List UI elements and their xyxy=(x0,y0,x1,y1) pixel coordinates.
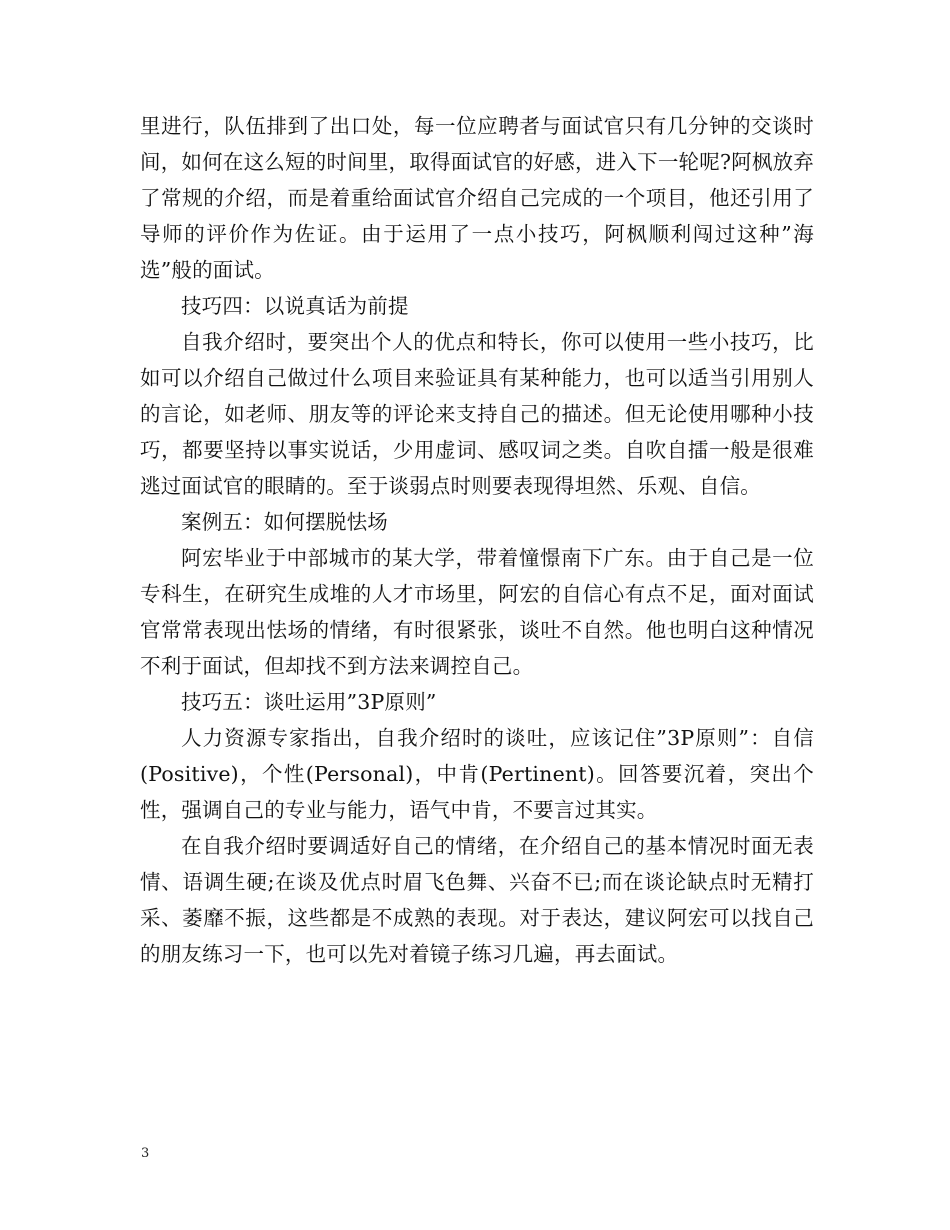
document-body xyxy=(140,108,814,972)
section-heading-tip-five: 技巧五：谈吐运用”3P原则” xyxy=(181,690,437,714)
paragraph-case-five: 阿宏毕业于中部城市的某大学，带着憧憬南下广东。由于自己是一位专科生，在研究生成堆的人才市场里，阿宏的自信心有点不足，面对面试官常常表现出怯场的情绪，有时很紧张，谈吐不自然。他也明白这种情况不利于面试，但却找不到方法来调控自己。 xyxy=(140,546,814,678)
section-heading-case-five: 案例五：如何摆脱怯场 xyxy=(181,510,388,534)
page-number: 3 xyxy=(141,1146,150,1161)
paragraph-continuation: 里进行，队伍排到了出口处，每一位应聘者与面试官只有几分钟的交谈时间，如何在这么短的时间里，取得面试官的好感，进入下一轮呢?阿枫放弃了常规的介绍，而是着重给面试官介绍自己完成的一个项目，他还引用了导师的评价作为佐证。由于运用了一点小技巧，阿枫顺利闯过这种”海选”般的面试。 xyxy=(140,114,814,282)
section-heading-tip-four: 技巧四：以说真话为前提 xyxy=(181,294,409,318)
paragraph-tip-five: 人力资源专家指出，自我介绍时的谈吐，应该记住”3P原则”：自信(Positive)，个性(Personal)，中肯(Pertinent)。回答要沉着，突出个性，强调自己的专业与能力，语气中肯，不要言过其实。 xyxy=(140,726,814,822)
paragraph-tip-four: 自我介绍时，要突出个人的优点和特长，你可以使用一些小技巧，比如可以介绍自己做过什么项目来验证具有某种能力，也可以适当引用别人的言论，如老师、朋友等的评论来支持自己的描述。但无论使用哪种小技巧，都要坚持以事实说话，少用虚词、感叹词之类。自吹自擂一般是很难逃过面试官的眼睛的。至于谈弱点时则要表现得坦然、乐观、自信。 xyxy=(140,330,814,498)
paragraph-tip-five-advice: 在自我介绍时要调适好自己的情绪，在介绍自己的基本情况时面无表情、语调生硬;在谈及优点时眉飞色舞、兴奋不已;而在谈论缺点时无精打采、萎靡不振，这些都是不成熟的表现。对于表达，建议阿宏可以找自己的朋友练习一下，也可以先对着镜子练习几遍，再去面试。 xyxy=(140,834,814,966)
